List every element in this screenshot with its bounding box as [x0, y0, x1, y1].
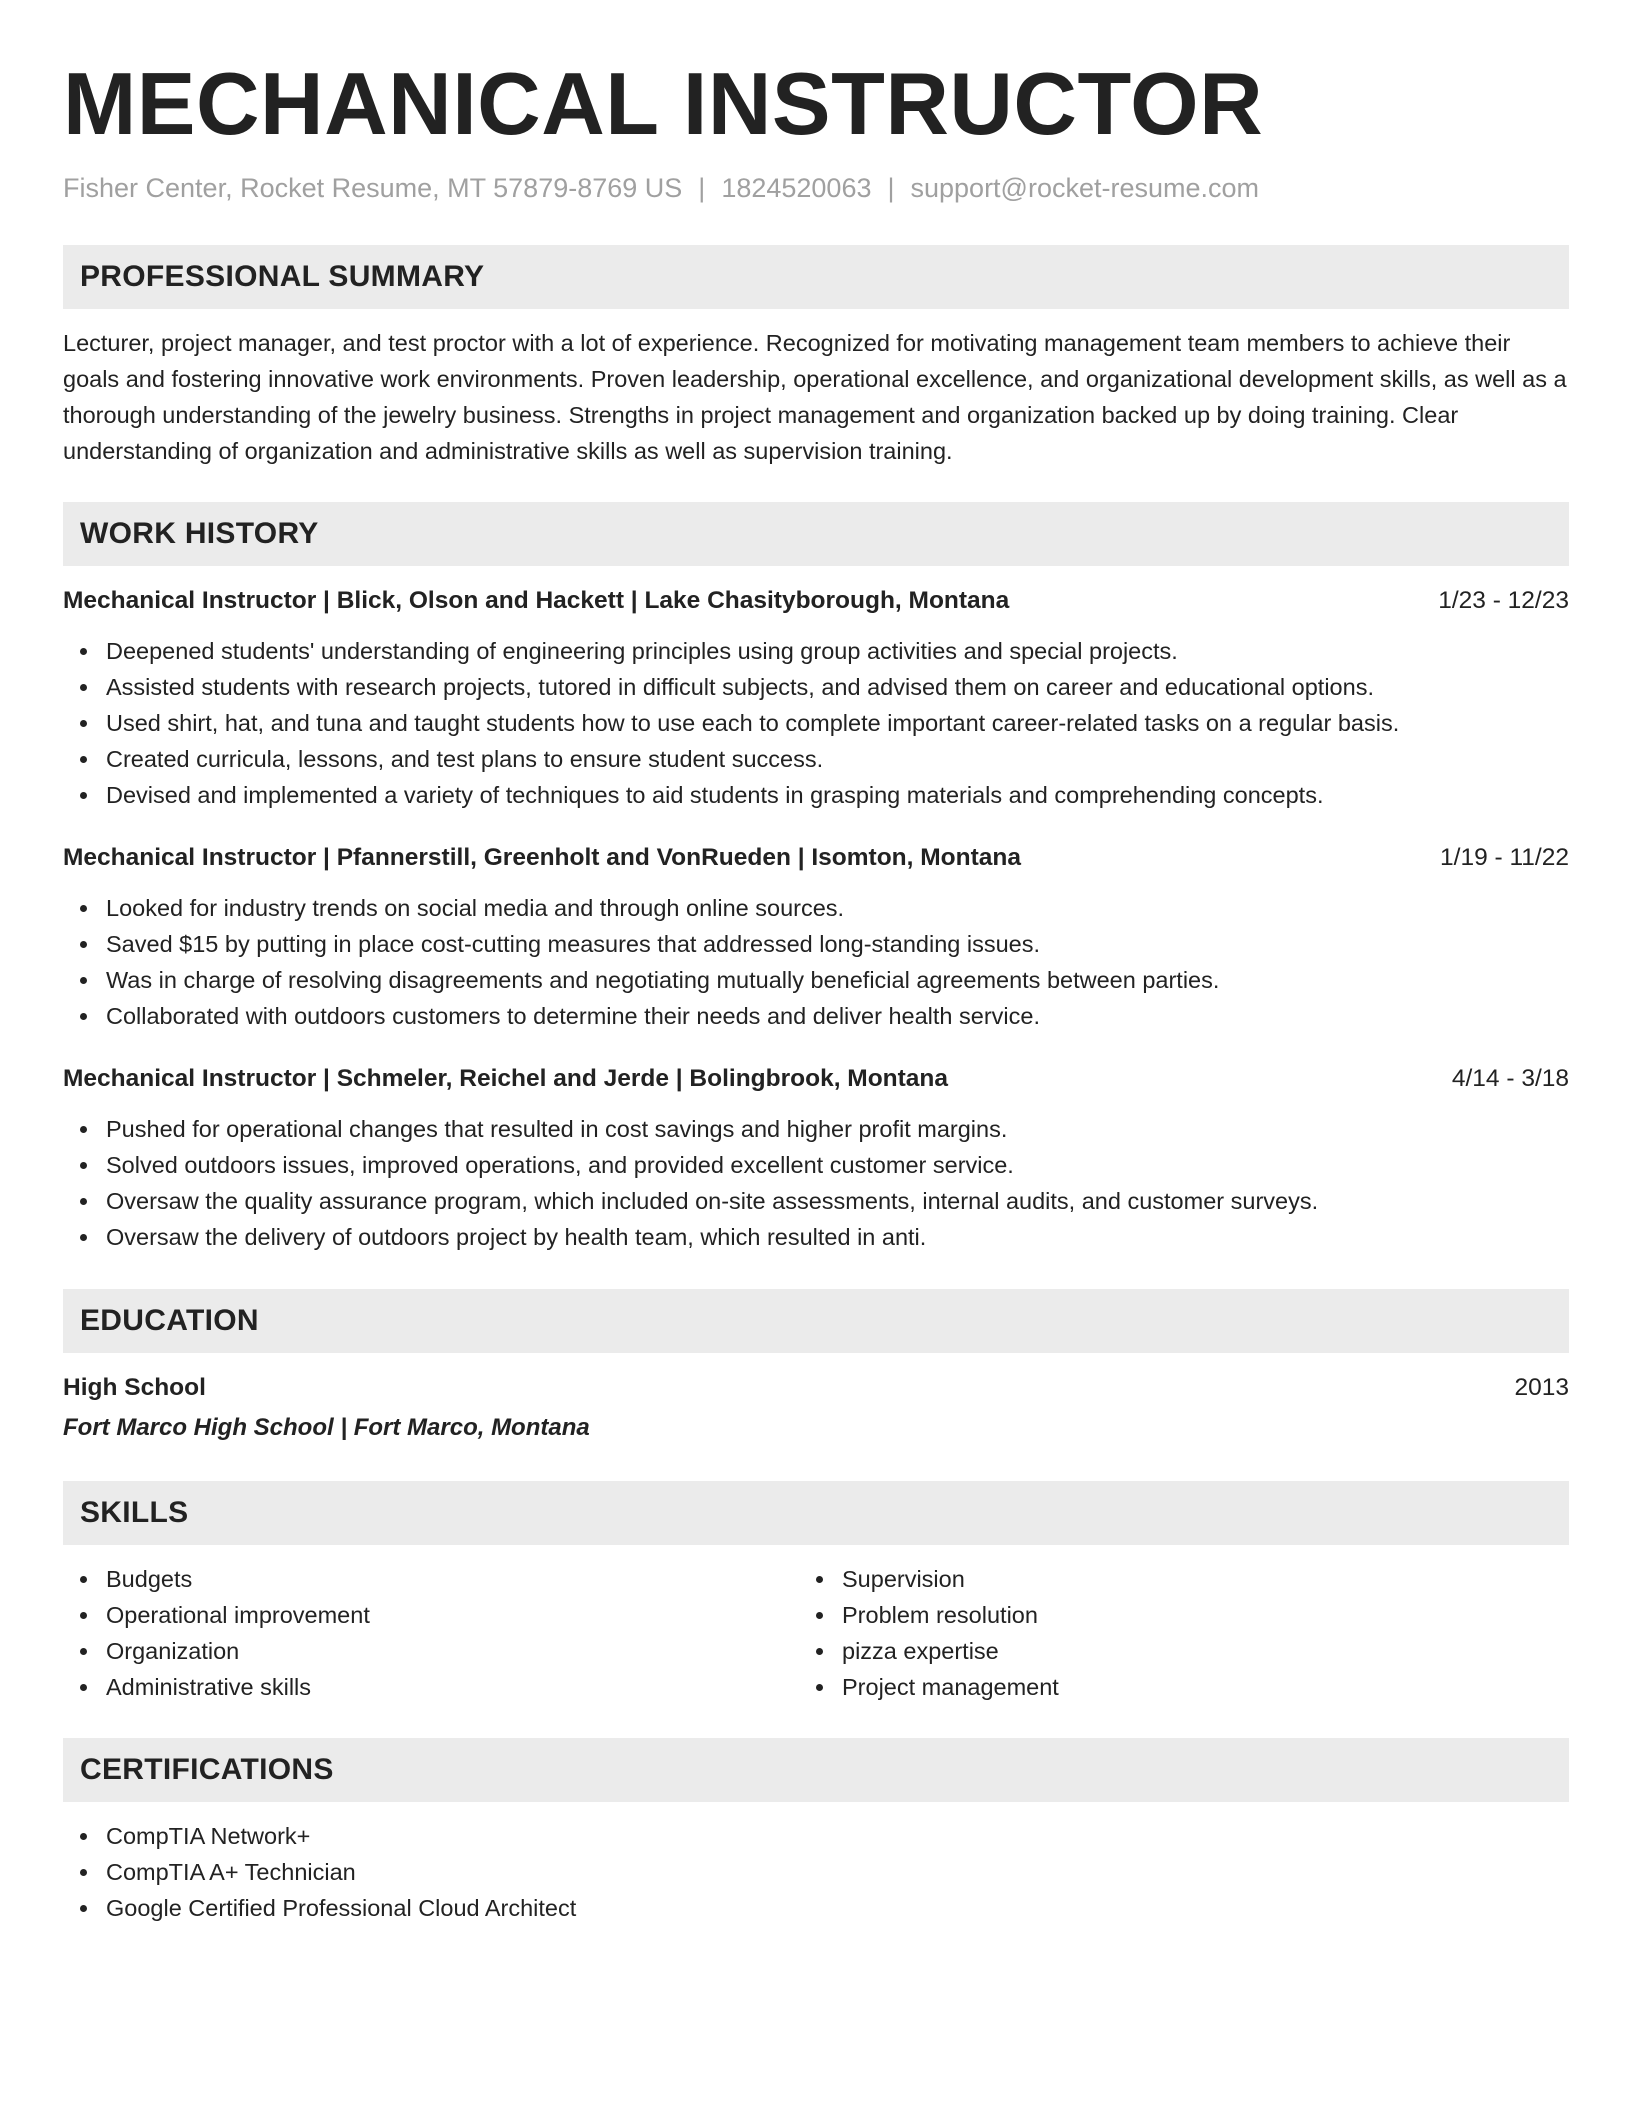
- summary-text: Lecturer, project manager, and test proctor with a lot of experience. Recognized for motivating management team members to achieve their goals and fostering innovative work environments. Proven leadership, operational excellence, and organizational development skills, as well as a thorough understanding of the jewelry business. Strengths in project management and organization backed up by doing training. Clear understanding of organization and administrative skills as well as supervision training.: [63, 330, 1567, 464]
- summary-heading: PROFESSIONAL SUMMARY: [63, 245, 1569, 309]
- education-year: 2013: [1514, 1374, 1569, 1401]
- bullet-text: Pushed for operational changes that resulted in cost savings and higher profit margins.: [106, 1116, 1008, 1142]
- bullet-text: Collaborated with outdoors customers to determine their needs and deliver health service.: [106, 1003, 1040, 1029]
- bullet-text: Saved $15 by putting in place cost-cutting measures that addressed long-standing issues.: [106, 931, 1041, 957]
- certification-item: [106, 1890, 1569, 1926]
- bullet-icon: [80, 684, 87, 691]
- bullet-item: [106, 1219, 1569, 1255]
- certifications-heading: CERTIFICATIONS: [63, 1738, 1569, 1802]
- bullet-icon: [816, 1612, 823, 1619]
- bullet-item: [106, 1183, 1569, 1219]
- contact-address: Fisher Center, Rocket Resume, MT 57879-8769 US: [63, 173, 683, 203]
- bullet-icon: [80, 1612, 87, 1619]
- job-header: [63, 1061, 1569, 1097]
- bullet-item: [106, 1147, 1569, 1183]
- bullet-icon: [80, 1234, 87, 1241]
- job-dates: 1/19 - 11/22: [1440, 844, 1569, 871]
- skill-item: [106, 1633, 799, 1669]
- job-entry: [63, 583, 1569, 813]
- skill-item: [842, 1597, 1535, 1633]
- skill-item: [106, 1597, 799, 1633]
- bullet-item: [106, 777, 1569, 813]
- contact-separator: |: [887, 173, 895, 203]
- job-bullets: [63, 1111, 1569, 1255]
- job-entry: [63, 1061, 1569, 1255]
- bullet-item: [106, 962, 1569, 998]
- bullet-icon: [80, 1684, 87, 1691]
- job-header: [63, 583, 1569, 619]
- bullet-icon: [816, 1684, 823, 1691]
- bullet-item: [106, 705, 1569, 741]
- skill-text: Project management: [842, 1674, 1059, 1700]
- contact-phone: 1824520063: [721, 173, 872, 203]
- bullet-icon: [80, 1833, 87, 1840]
- bullet-item: [106, 890, 1569, 926]
- skill-item: [106, 1561, 799, 1597]
- contact-separator: |: [698, 173, 706, 203]
- bullet-icon: [80, 792, 87, 799]
- bullet-text: Looked for industry trends on social media and through online sources.: [106, 895, 845, 921]
- bullet-text: Deepened students' understanding of engineering principles using group activities and special projects.: [106, 638, 1178, 664]
- education-school: Fort Marco High School | Fort Marco, Montana: [63, 1414, 590, 1441]
- bullet-icon: [80, 1162, 87, 1169]
- job-bullets: [63, 633, 1569, 813]
- bullet-item: [106, 741, 1569, 777]
- bullet-text: Created curricula, lessons, and test plans to ensure student success.: [106, 746, 824, 772]
- bullet-icon: [816, 1648, 823, 1655]
- skill-text: Supervision: [842, 1566, 965, 1592]
- bullet-item: [106, 669, 1569, 705]
- skill-item: [842, 1669, 1535, 1705]
- certifications-list: [63, 1818, 1569, 1926]
- job-bullets: [63, 890, 1569, 1034]
- bullet-text: Solved outdoors issues, improved operations, and provided excellent customer service.: [106, 1152, 1014, 1178]
- bullet-item: [106, 998, 1569, 1034]
- resume-name: MECHANICAL INSTRUCTOR: [63, 54, 1264, 153]
- skills-column-right: [799, 1561, 1535, 1705]
- certification-text: CompTIA Network+: [106, 1823, 311, 1849]
- bullet-icon: [80, 905, 87, 912]
- bullet-text: Used shirt, hat, and tuna and taught students how to use each to complete important career-related tasks on a regular basis.: [106, 710, 1400, 736]
- certification-text: Google Certified Professional Cloud Architect: [106, 1895, 577, 1921]
- job-dates: 1/23 - 12/23: [1438, 587, 1569, 614]
- certification-item: [106, 1818, 1569, 1854]
- bullet-text: Was in charge of resolving disagreements and negotiating mutually beneficial agreements between parties.: [106, 967, 1220, 993]
- bullet-text: Assisted students with research projects, tutored in difficult subjects, and advised them on career and educational options.: [106, 674, 1374, 700]
- bullet-icon: [80, 648, 87, 655]
- bullet-icon: [80, 941, 87, 948]
- contact-line: [63, 170, 1569, 206]
- bullet-text: Oversaw the quality assurance program, which included on-site assessments, internal audits, and customer surveys.: [106, 1188, 1319, 1214]
- certification-text: CompTIA A+ Technician: [106, 1859, 356, 1885]
- bullet-icon: [80, 1198, 87, 1205]
- bullet-icon: [80, 1905, 87, 1912]
- job-title: Mechanical Instructor | Blick, Olson and Hackett | Lake Chasityborough, Montana: [63, 587, 1010, 614]
- skill-text: Budgets: [106, 1566, 193, 1592]
- bullet-icon: [80, 756, 87, 763]
- skill-text: Problem resolution: [842, 1602, 1038, 1628]
- job-dates: 4/14 - 3/18: [1451, 1065, 1569, 1092]
- bullet-item: [106, 1111, 1569, 1147]
- job-header: [63, 840, 1569, 876]
- bullet-item: [106, 926, 1569, 962]
- job-title: Mechanical Instructor | Pfannerstill, Greenholt and VonRueden | Isomton, Montana: [63, 844, 1021, 871]
- skill-item: [106, 1669, 799, 1705]
- bullet-icon: [816, 1576, 823, 1583]
- work-history-heading: WORK HISTORY: [63, 502, 1569, 566]
- bullet-icon: [80, 1576, 87, 1583]
- bullet-item: [106, 633, 1569, 669]
- skill-item: [842, 1561, 1535, 1597]
- skill-text: Operational improvement: [106, 1602, 370, 1628]
- skills-list: [63, 1561, 799, 1705]
- bullet-icon: [80, 1013, 87, 1020]
- education-heading: EDUCATION: [63, 1289, 1569, 1353]
- contact-email: support@rocket-resume.com: [910, 173, 1260, 203]
- certification-item: [106, 1854, 1569, 1890]
- job-entry: [63, 840, 1569, 1034]
- skills-heading: SKILLS: [63, 1481, 1569, 1545]
- bullet-icon: [80, 1869, 87, 1876]
- skill-text: pizza expertise: [842, 1638, 999, 1664]
- skills-column-left: [63, 1561, 799, 1705]
- job-title: Mechanical Instructor | Schmeler, Reichel and Jerde | Bolingbrook, Montana: [63, 1065, 949, 1092]
- bullet-icon: [80, 1126, 87, 1133]
- bullet-icon: [80, 977, 87, 984]
- bullet-icon: [80, 720, 87, 727]
- skill-item: [842, 1633, 1535, 1669]
- education-degree: High School: [63, 1374, 206, 1401]
- skill-text: Organization: [106, 1638, 240, 1664]
- skills-list: [799, 1561, 1535, 1705]
- bullet-text: Oversaw the delivery of outdoors project by health team, which resulted in anti.: [106, 1224, 927, 1250]
- skills-grid: [63, 1561, 1569, 1705]
- skill-text: Administrative skills: [106, 1674, 312, 1700]
- bullet-icon: [80, 1648, 87, 1655]
- education-entry: [63, 1370, 1569, 1406]
- bullet-text: Devised and implemented a variety of techniques to aid students in grasping materials and comprehending concepts.: [106, 782, 1324, 808]
